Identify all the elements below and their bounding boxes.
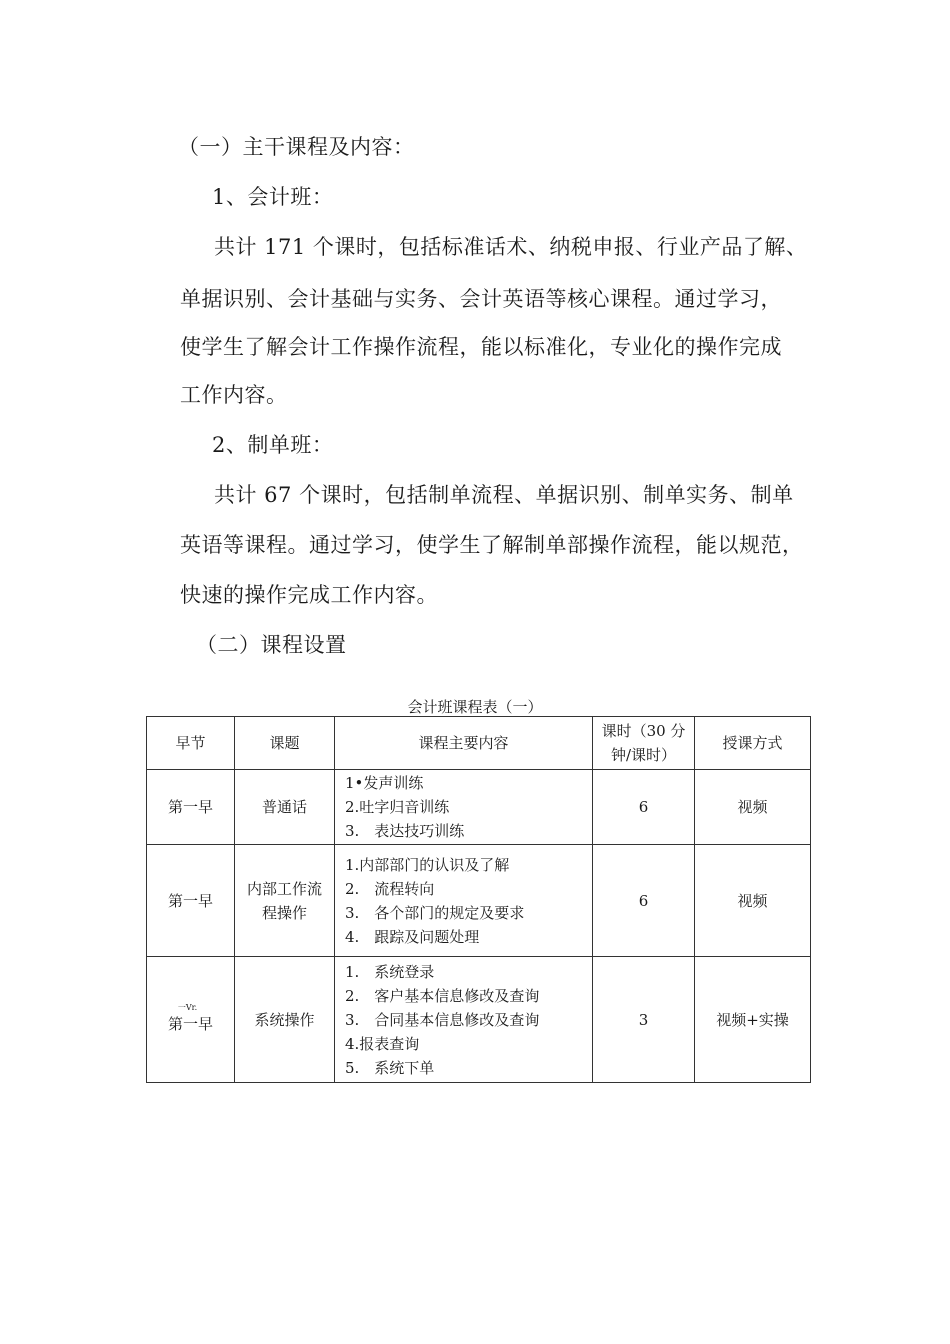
paragraph-line: 单据识别、会计基础与实务、会计英语等核心课程。通过学习，	[180, 287, 782, 311]
content-item: 1. 系统登录	[345, 962, 435, 981]
cell-chapter: 第一早	[147, 845, 235, 957]
topic-line: 程操作	[261, 903, 307, 922]
chapter-label: 第一早	[167, 1014, 213, 1033]
cell-hours: 6	[593, 770, 695, 845]
cell-chapter: 第一早	[147, 770, 235, 845]
cell-topic	[235, 845, 335, 957]
cell-hours: 6	[593, 845, 695, 957]
header-method: 授课方式	[695, 717, 811, 770]
table-row	[147, 770, 811, 845]
cell-method: 视频+实操	[695, 957, 811, 1083]
content-item: 5. 系统下单	[345, 1058, 435, 1077]
table-header-row	[147, 717, 811, 770]
topic-line: 普通话	[261, 798, 307, 816]
topic-line: 系统操作	[254, 1010, 315, 1029]
heading-main-courses: （一）主干课程及内容：	[178, 135, 415, 159]
content-item: 4. 跟踪及问题处理	[345, 927, 480, 946]
table-row	[147, 957, 811, 1083]
cell-method: 视频	[695, 770, 811, 845]
table-row	[147, 845, 811, 957]
content-item: 3. 合同基本信息修改及查询	[345, 1010, 540, 1029]
header-content: 课程主要内容	[335, 717, 593, 770]
paragraph-line: 共计 67 个课时，包括制单流程、单据识别、制单实务、制单	[214, 483, 794, 507]
content-item: 3. 表达技巧训练	[345, 822, 465, 840]
content-item: 1.内部部门的认识及了解	[345, 855, 510, 874]
cell-hours: 3	[593, 957, 695, 1083]
paragraph-line: 工作内容。	[180, 383, 288, 407]
paragraph-line: 共计 171 个课时，包括标准话术、纳税申报、行业产品了解、	[214, 235, 808, 259]
chapter-mark: 一Vr.	[177, 1002, 198, 1012]
content-item: 2. 客户基本信息修改及查询	[345, 986, 540, 1005]
cell-method: 视频	[695, 845, 811, 957]
section-title-documents: 2、制单班：	[212, 433, 334, 457]
table-caption: 会计班课程表（一）	[407, 698, 543, 716]
cell-topic	[235, 770, 335, 845]
heading-course-settings: （二）课程设置	[196, 633, 347, 657]
header-hours-line1: 课时（30 分	[601, 722, 686, 740]
topic-line: 内部工作流	[246, 879, 322, 898]
header-hours	[593, 717, 695, 770]
header-chapter: 早节	[147, 717, 235, 770]
cell-content	[335, 957, 593, 1083]
header-hours-line2: 钟/课时）	[610, 746, 677, 764]
course-table	[146, 716, 811, 1083]
content-item: 4.报表查询	[345, 1034, 420, 1053]
content-item: 2. 流程转向	[345, 879, 435, 898]
paragraph-line: 使学生了解会计工作操作流程，能以标准化，专业化的操作完成	[180, 335, 782, 359]
cell-content	[335, 770, 593, 845]
paragraph-line: 英语等课程。通过学习，使学生了解制单部操作流程，能以规范，	[180, 533, 804, 557]
content-item: 1•发声训练	[345, 774, 424, 792]
paragraph-line: 快速的操作完成工作内容。	[180, 583, 438, 607]
cell-topic	[235, 957, 335, 1083]
content-item: 2.吐字归音训练	[345, 798, 450, 816]
content-item: 3. 各个部门的规定及要求	[345, 903, 525, 922]
section-title-accounting: 1、会计班：	[212, 185, 334, 209]
cell-content	[335, 845, 593, 957]
cell-chapter	[147, 957, 235, 1083]
header-topic: 课题	[235, 717, 335, 770]
